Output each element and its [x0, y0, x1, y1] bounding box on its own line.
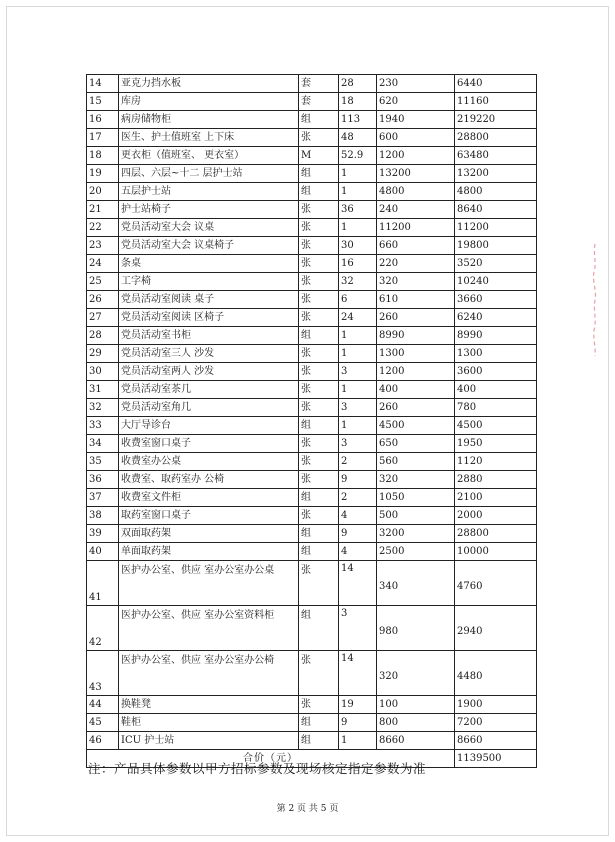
- item-name: 党员活动室阅读 桌子: [119, 291, 299, 309]
- row-number: 30: [87, 363, 119, 381]
- item-name: 医生、护士值班室 上下床: [119, 129, 299, 147]
- item-quantity: 18: [339, 93, 377, 111]
- table-row: [87, 201, 537, 219]
- total-value: 1139500: [455, 750, 537, 768]
- item-unit: 张: [299, 273, 339, 291]
- item-unit: 张: [299, 435, 339, 453]
- row-number: 38: [87, 507, 119, 525]
- item-unit-price: 1200: [377, 147, 455, 165]
- item-unit: 张: [299, 255, 339, 273]
- item-unit: 张: [299, 309, 339, 327]
- item-unit: 张: [299, 219, 339, 237]
- item-name: 工字椅: [119, 273, 299, 291]
- table-row: [87, 417, 537, 435]
- item-total-price: 4760: [455, 561, 537, 606]
- table-row: [87, 219, 537, 237]
- table-row: [87, 363, 537, 381]
- item-unit: 张: [299, 399, 339, 417]
- item-name: 单面取药架: [119, 543, 299, 561]
- item-unit-price: 320: [377, 471, 455, 489]
- item-quantity: 1: [339, 381, 377, 399]
- item-quantity: 9: [339, 471, 377, 489]
- row-number: 34: [87, 435, 119, 453]
- item-name: 护士站椅子: [119, 201, 299, 219]
- table-row: [87, 255, 537, 273]
- item-total-price: 4480: [455, 651, 537, 696]
- item-unit-price: 4500: [377, 417, 455, 435]
- item-quantity: 113: [339, 111, 377, 129]
- row-number: 21: [87, 201, 119, 219]
- item-name: 条桌: [119, 255, 299, 273]
- item-unit: 张: [299, 345, 339, 363]
- row-number: 37: [87, 489, 119, 507]
- item-unit: 张: [299, 561, 339, 606]
- item-total-price: 1950: [455, 435, 537, 453]
- item-total-price: 28800: [455, 129, 537, 147]
- item-quantity: 3: [339, 435, 377, 453]
- item-unit: 张: [299, 201, 339, 219]
- item-quantity: 3: [339, 399, 377, 417]
- table-row: [87, 147, 537, 165]
- item-total-price: 19800: [455, 237, 537, 255]
- item-name: 四层、六层~十二 层护士站: [119, 165, 299, 183]
- row-number: 46: [87, 732, 119, 750]
- item-name: 收费室文件柜: [119, 489, 299, 507]
- item-total-price: 2100: [455, 489, 537, 507]
- table-row: [87, 129, 537, 147]
- item-name: 五层护士站: [119, 183, 299, 201]
- stamp-mark-icon: [588, 240, 602, 360]
- item-total-price: 6240: [455, 309, 537, 327]
- row-number: 22: [87, 219, 119, 237]
- row-number: 20: [87, 183, 119, 201]
- item-unit: 张: [299, 696, 339, 714]
- table-row: [87, 453, 537, 471]
- item-unit: 组: [299, 714, 339, 732]
- row-number: 23: [87, 237, 119, 255]
- item-name: 双面取药架: [119, 525, 299, 543]
- item-total-price: 400: [455, 381, 537, 399]
- item-unit: 组: [299, 606, 339, 651]
- table-row: [87, 471, 537, 489]
- row-number: 39: [87, 525, 119, 543]
- table-row: [87, 696, 537, 714]
- item-name: ICU 护士站: [119, 732, 299, 750]
- item-unit-price: 3200: [377, 525, 455, 543]
- row-number: 26: [87, 291, 119, 309]
- item-quantity: 1: [339, 417, 377, 435]
- item-unit-price: 1300: [377, 345, 455, 363]
- row-number: 40: [87, 543, 119, 561]
- table-row: [87, 606, 537, 651]
- item-unit: 张: [299, 363, 339, 381]
- item-unit-price: 320: [377, 273, 455, 291]
- table-row: [87, 381, 537, 399]
- item-quantity: 9: [339, 525, 377, 543]
- item-total-price: 219220: [455, 111, 537, 129]
- item-name: 党员活动室大会 议桌椅子: [119, 237, 299, 255]
- item-quantity: 1: [339, 345, 377, 363]
- row-number: 14: [87, 75, 119, 93]
- item-quantity: 1: [339, 165, 377, 183]
- item-unit-price: 500: [377, 507, 455, 525]
- table-row: [87, 75, 537, 93]
- item-unit-price: 620: [377, 93, 455, 111]
- row-number: 36: [87, 471, 119, 489]
- item-unit: 张: [299, 381, 339, 399]
- item-quantity: 14: [339, 651, 377, 696]
- item-unit: 组: [299, 417, 339, 435]
- item-total-price: 8660: [455, 732, 537, 750]
- item-total-price: 1900: [455, 696, 537, 714]
- row-number: 25: [87, 273, 119, 291]
- item-name: 亚克力挡水板: [119, 75, 299, 93]
- item-name: 医护办公室、供应 室办公室资料柜: [119, 606, 299, 651]
- item-name: 病房储物柜: [119, 111, 299, 129]
- item-name: 收费室办公桌: [119, 453, 299, 471]
- item-quantity: 24: [339, 309, 377, 327]
- table-row: [87, 183, 537, 201]
- item-name: 党员活动室两人 沙发: [119, 363, 299, 381]
- item-unit-price: 230: [377, 75, 455, 93]
- item-total-price: 2000: [455, 507, 537, 525]
- item-unit: 组: [299, 525, 339, 543]
- total-label: 合价（元）: [87, 750, 455, 768]
- item-total-price: 6440: [455, 75, 537, 93]
- item-quantity: 1: [339, 732, 377, 750]
- item-name: 更衣柜（值班室、 更衣室）: [119, 147, 299, 165]
- row-number: 29: [87, 345, 119, 363]
- table-row: [87, 237, 537, 255]
- row-number: 35: [87, 453, 119, 471]
- item-total-price: 1120: [455, 453, 537, 471]
- item-quantity: 3: [339, 606, 377, 651]
- item-total-price: 10000: [455, 543, 537, 561]
- item-total-price: 7200: [455, 714, 537, 732]
- item-unit-price: 560: [377, 453, 455, 471]
- item-unit-price: 600: [377, 129, 455, 147]
- table-row: [87, 543, 537, 561]
- item-unit: 张: [299, 453, 339, 471]
- row-number: 33: [87, 417, 119, 435]
- row-number: 42: [87, 606, 119, 651]
- row-number: 15: [87, 93, 119, 111]
- item-unit-price: 610: [377, 291, 455, 309]
- item-total-price: 780: [455, 399, 537, 417]
- item-unit: 套: [299, 75, 339, 93]
- table-row: [87, 507, 537, 525]
- row-number: 24: [87, 255, 119, 273]
- item-quantity: 4: [339, 543, 377, 561]
- row-number: 27: [87, 309, 119, 327]
- table-row: [87, 525, 537, 543]
- item-total-price: 4800: [455, 183, 537, 201]
- item-quantity: 52.9: [339, 147, 377, 165]
- item-total-price: 11200: [455, 219, 537, 237]
- item-unit-price: 8990: [377, 327, 455, 345]
- item-name: 党员活动室三人 沙发: [119, 345, 299, 363]
- item-quantity: 16: [339, 255, 377, 273]
- item-total-price: 3520: [455, 255, 537, 273]
- items-table-body: [87, 75, 537, 768]
- item-unit-price: 13200: [377, 165, 455, 183]
- item-unit: 组: [299, 183, 339, 201]
- item-name: 党员活动室角几: [119, 399, 299, 417]
- item-quantity: 1: [339, 183, 377, 201]
- item-name: 党员活动室大会 议桌: [119, 219, 299, 237]
- item-name: 换鞋凳: [119, 696, 299, 714]
- table-row: [87, 732, 537, 750]
- item-name: 党员活动室阅读 区椅子: [119, 309, 299, 327]
- item-quantity: 2: [339, 489, 377, 507]
- item-unit: 组: [299, 543, 339, 561]
- item-unit: 组: [299, 111, 339, 129]
- item-quantity: 14: [339, 561, 377, 606]
- item-unit: 组: [299, 732, 339, 750]
- item-unit-price: 8660: [377, 732, 455, 750]
- item-unit: 张: [299, 507, 339, 525]
- item-name: 大厅导诊台: [119, 417, 299, 435]
- item-total-price: 13200: [455, 165, 537, 183]
- table-row: [87, 273, 537, 291]
- item-unit-price: 320: [377, 651, 455, 696]
- item-unit-price: 220: [377, 255, 455, 273]
- row-number: 17: [87, 129, 119, 147]
- item-unit: 套: [299, 93, 339, 111]
- item-unit-price: 340: [377, 561, 455, 606]
- table-row: [87, 345, 537, 363]
- item-unit: M: [299, 147, 339, 165]
- row-number: 18: [87, 147, 119, 165]
- row-number: 16: [87, 111, 119, 129]
- item-total-price: 8990: [455, 327, 537, 345]
- row-number: 45: [87, 714, 119, 732]
- item-quantity: 19: [339, 696, 377, 714]
- row-number: 31: [87, 381, 119, 399]
- table-row: [87, 651, 537, 696]
- item-unit-price: 1200: [377, 363, 455, 381]
- item-unit: 张: [299, 291, 339, 309]
- item-unit-price: 800: [377, 714, 455, 732]
- item-unit-price: 4800: [377, 183, 455, 201]
- item-quantity: 3: [339, 363, 377, 381]
- item-unit: 张: [299, 237, 339, 255]
- table-row: [87, 327, 537, 345]
- table-row: [87, 435, 537, 453]
- item-unit-price: 260: [377, 399, 455, 417]
- item-unit-price: 240: [377, 201, 455, 219]
- item-quantity: 1: [339, 219, 377, 237]
- item-name: 党员活动室书柜: [119, 327, 299, 345]
- item-name: 收费室窗口桌子: [119, 435, 299, 453]
- item-total-price: 4500: [455, 417, 537, 435]
- item-total-price: 2940: [455, 606, 537, 651]
- row-number: 44: [87, 696, 119, 714]
- item-quantity: 30: [339, 237, 377, 255]
- item-quantity: 4: [339, 507, 377, 525]
- item-quantity: 36: [339, 201, 377, 219]
- item-unit: 张: [299, 471, 339, 489]
- item-unit: 组: [299, 327, 339, 345]
- item-unit-price: 2500: [377, 543, 455, 561]
- item-total-price: 1300: [455, 345, 537, 363]
- item-name: 鞋柜: [119, 714, 299, 732]
- item-name: 医护办公室、供应 室办公室办公桌: [119, 561, 299, 606]
- item-total-price: 28800: [455, 525, 537, 543]
- item-name: 收费室、取药室办 公椅: [119, 471, 299, 489]
- item-quantity: 48: [339, 129, 377, 147]
- row-number: 43: [87, 651, 119, 696]
- item-name: 取药室窗口桌子: [119, 507, 299, 525]
- item-unit: 组: [299, 165, 339, 183]
- item-quantity: 32: [339, 273, 377, 291]
- item-quantity: 2: [339, 453, 377, 471]
- item-quantity: 9: [339, 714, 377, 732]
- row-number: 32: [87, 399, 119, 417]
- item-unit: 组: [299, 489, 339, 507]
- item-total-price: 3600: [455, 363, 537, 381]
- item-unit-price: 660: [377, 237, 455, 255]
- item-unit-price: 1050: [377, 489, 455, 507]
- table-row: [87, 309, 537, 327]
- item-unit-price: 11200: [377, 219, 455, 237]
- row-number: 28: [87, 327, 119, 345]
- item-unit: 张: [299, 651, 339, 696]
- item-unit-price: 100: [377, 696, 455, 714]
- row-number: 41: [87, 561, 119, 606]
- table-row: [87, 714, 537, 732]
- table-row: [87, 165, 537, 183]
- table-row: [87, 561, 537, 606]
- item-quantity: 6: [339, 291, 377, 309]
- item-name: 党员活动室茶几: [119, 381, 299, 399]
- item-total-price: 8640: [455, 201, 537, 219]
- table-row: [87, 111, 537, 129]
- item-total-price: 3660: [455, 291, 537, 309]
- item-unit-price: 980: [377, 606, 455, 651]
- page-number: 第 2 页 共 5 页: [276, 804, 339, 814]
- item-total-price: 11160: [455, 93, 537, 111]
- table-row: [87, 291, 537, 309]
- item-unit-price: 1940: [377, 111, 455, 129]
- table-row: [87, 93, 537, 111]
- items-table: [86, 74, 537, 768]
- item-total-price: 63480: [455, 147, 537, 165]
- item-quantity: 1: [339, 327, 377, 345]
- item-unit: 张: [299, 129, 339, 147]
- item-unit-price: 650: [377, 435, 455, 453]
- item-total-price: 2880: [455, 471, 537, 489]
- row-number: 19: [87, 165, 119, 183]
- table-row: [87, 399, 537, 417]
- item-quantity: 28: [339, 75, 377, 93]
- item-unit-price: 260: [377, 309, 455, 327]
- item-total-price: 10240: [455, 273, 537, 291]
- item-unit-price: 400: [377, 381, 455, 399]
- table-row: [87, 489, 537, 507]
- item-name: 库房: [119, 93, 299, 111]
- item-name: 医护办公室、供应 室办公室办公椅: [119, 651, 299, 696]
- footnote: 注：产品具体参数以甲方招标参数及现场核定指定参数为准: [88, 761, 427, 776]
